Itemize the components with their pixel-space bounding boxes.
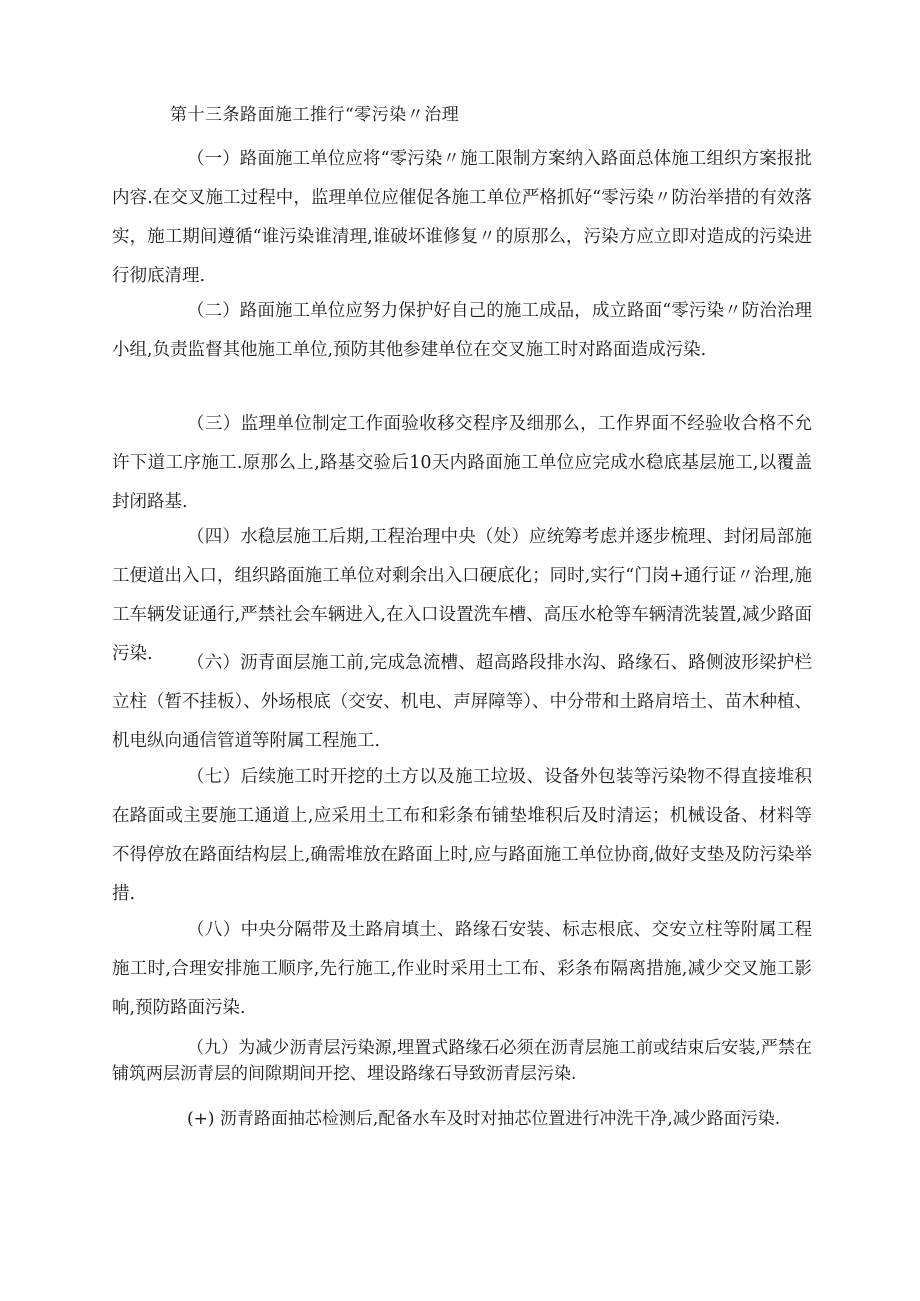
paragraph-9: （九）为减少沥青层污染源,埋置式路缘石必须在沥青层施工前或结束后安装,严禁在铺筑两层沥青层的间隙期间开挖、埋设路缘石导致沥青层污染. <box>112 1038 812 1084</box>
paragraph-2: （二）路面施工单位应努力保护好自己的施工成品，成立路面“零污染〃防治治理小组,负责监督其他施工单位,预防其他参建单位在交叉施工时对路面造成污染. <box>112 301 812 360</box>
article-heading: 第十三条路面施工推行“零污染〃治理 <box>170 105 460 125</box>
paragraph-4: （四）水稳层施工后期,工程治理中央（处）应统筹考虑并逐步梳理、封闭局部施工便道出入口，组织路面施工单位对剩余出入口硬底化；同时,实行“门岗+通行证〃治理,施工车辆发证通行,严禁社会车辆进入,在入口设置洗车槽、高压水枪等车辆清洗装置,减少路面污染. <box>112 527 812 664</box>
paragraph-6: （六）沥青面层施工前,完成急流槽、超高路段排水沟、路缘石、路侧波形梁护栏立柱（暂不挂板）、外场根底（交安、机电、声屏障等）、中分带和土路肩培土、苗木种植、机电纵向通信管道等附属工程施工. <box>112 653 812 751</box>
paragraph-8: （八）中央分隔带及土路肩填土、路缘石安装、标志根底、交安立柱等附属工程施工时,合理安排施工顺序,先行施工,作业时采用土工布、彩条布隔离措施,减少交叉施工影响,预防路面污染. <box>112 920 812 1018</box>
paragraph-1: （一）路面施工单位应将“零污染〃施工限制方案纳入路面总体施工组织方案报批内容.在交叉施工过程中，监理单位应催促各施工单位严格抓好“零污染〃防治举措的有效落实，施工期间遵循“谁污染谁清理,谁破坏谁修复〃的原那么，污染方应立即对造成的污染进行彻底清理. <box>112 149 812 286</box>
paragraph-10: (+) 沥青路面抽芯检测后,配备水车及时对抽芯位置进行冲洗干净,减少路面污染. <box>187 1109 781 1129</box>
paragraph-7: （七）后续施工时开挖的土方以及施工垃圾、设备外包装等污染物不得直接堆积在路面或主要施工通道上,应采用土工布和彩条布铺垫堆积后及时清运；机械设备、材料等不得停放在路面结构层上,确需堆放在路面上时,应与路面施工单位协商,做好支垫及防污染举措. <box>112 767 812 904</box>
paragraph-3: （三）监理单位制定工作面验收移交程序及细那么，工作界面不经验收合格不允许下道工序施工.原那么上,路基交验后10天内路面施工单位应完成水稳底基层施工,以覆盖封闭路基. <box>112 414 812 512</box>
